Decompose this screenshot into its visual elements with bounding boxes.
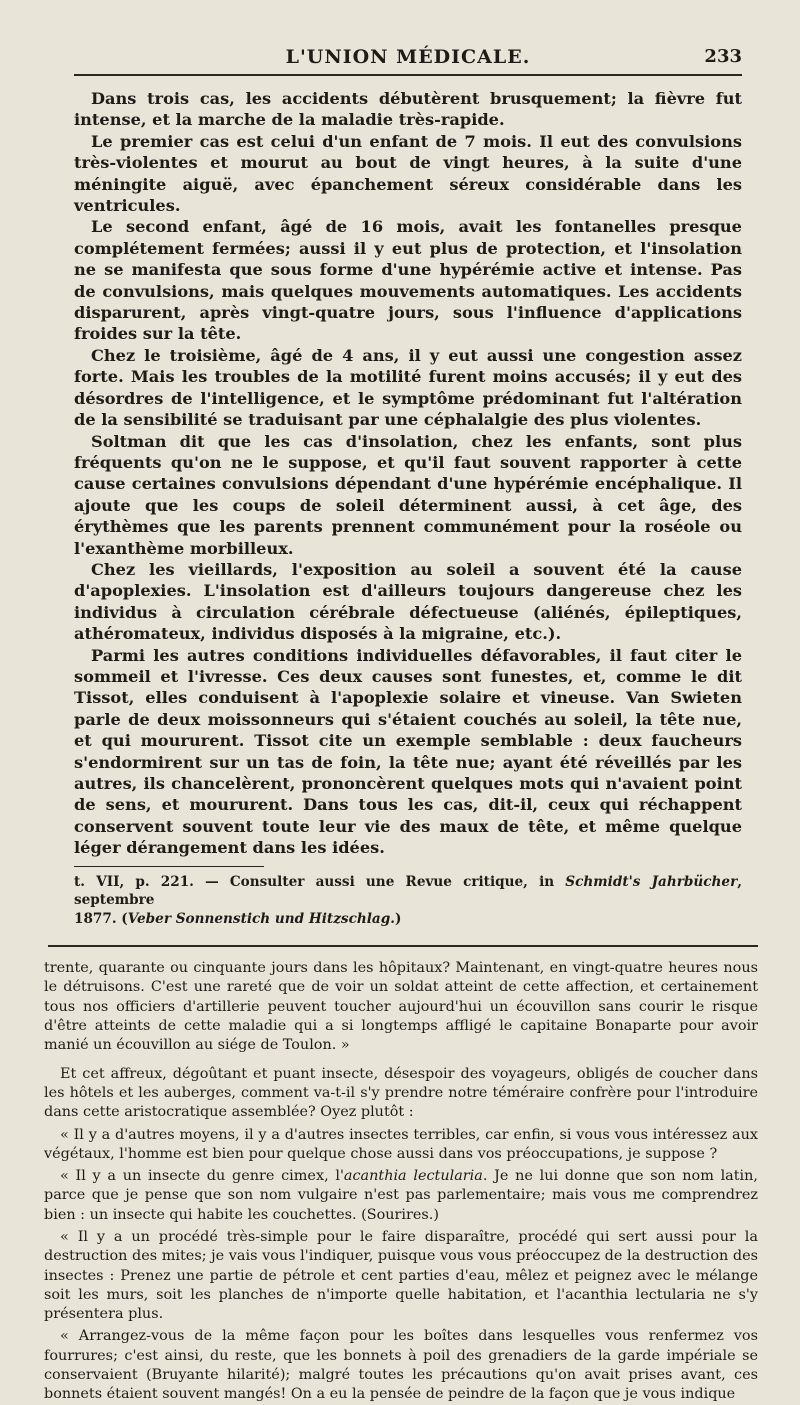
paragraph: Le second enfant, âgé de 16 mois, avait les fontanelles presque complétement fermées; aussi il y eut plus de protection, et l'insolation ne se manifesta que sous forme d'une hypérémie active et intense. Pas de convulsions, mais quelques mouvements automatiques. Les accidents disparurent, après vingt-quatre jours, sous l'influence d'applications froides sur la tête. xyxy=(74,217,742,344)
feuilleton xyxy=(44,959,758,1405)
feuilleton-paragraph: « Arrangez-vous de la même façon pour les boîtes dans lesquelles vous renfermez vos fourrures; c'est ainsi, du reste, que les bonnets à poil des grenadiers de la garde impériale se conservaient (Bruyante hilarité); malgré toutes les précautions qu'on avait prises avant, ces bonnets étaient souvent mangés! On a eu la pensée de peindre de la façon que je vous indique xyxy=(44,1328,758,1403)
paragraph: Parmi les autres conditions individuelles défavorables, il faut citer le sommeil et l'ivresse. Ces deux causes sont funestes, et, comme le dit Tissot, elles conduisent à l'apoplexie solaire et vineuse. Van Swieten parle de deux moissonneurs qui s'étaient couchés au soleil, la tête nue, et qui moururent. Tissot cite un exemple semblable : deux faucheurs s'endormirent sur un tas de foin, la tête nue; ayant été réveillés par les autres, ils chancelèrent, prononcèrent quelques mots qui n'avaient point de sens, et moururent. Dans tous les cas, dit-il, ceux qui réchappent conservent souvent toute leur vie des maux de tête, et même quelque léger dérangement dans les idées. xyxy=(74,645,742,858)
footnote-text: , septembre xyxy=(74,873,742,909)
paragraph: Soltman dit que les cas d'insolation, chez les enfants, sont plus fréquents qu'on ne le suppose, et qu'il faut souvent rapporter à cette cause certaines convulsions dépendant d'une hypérémie encéphalique. Il ajoute que les coups de soleil déterminent aussi, à cet âge, des érythèmes que les parents prennent communément pour la roséole ou l'exanthème morbilleux. xyxy=(74,431,742,558)
page-number: 233 xyxy=(704,46,742,67)
feuilleton-paragraph: Et cet affreux, dégoûtant et puant insecte, désespoir des voyageurs, obligés de coucher dans les hôtels et les auberges, comment va-t-il s'y prendre notre téméraire confrère pour l'introduire dans cette aristocratique assemblée? Oyez plutôt : xyxy=(44,1065,758,1121)
paragraph: Chez le troisième, âgé de 4 ans, il y eut aussi une congestion assez forte. Mais les troubles de la motilité furent moins accusés; il y eut des désordres de l'intelligence, et le symptôme prédominant fut l'altération de la sensibilité se traduisant par une céphalalgie des plus violentes. xyxy=(74,345,742,430)
feuilleton-text: « Il y a un insecte du genre cimex, l' xyxy=(60,1168,344,1185)
main-text xyxy=(74,88,742,859)
feuilleton-paragraph xyxy=(44,1167,758,1225)
feuilleton-separator xyxy=(48,945,758,947)
feuilleton-paragraph: « Il y a d'autres moyens, il y a d'autres insectes terribles, car enfin, si vous vous intéressez aux végétaux, l'homme est bien pour quelque chose aussi dans vos préoccupations, je suppose ? xyxy=(44,1126,758,1162)
footnote-text: 1877. ( xyxy=(74,910,128,927)
paragraph: Dans trois cas, les accidents débutèrent brusquement; la fièvre fut intense, et la marche de la maladie très-rapide. xyxy=(74,89,742,130)
footnote-text: ) xyxy=(394,910,402,927)
latin-name: acanthia lectularia xyxy=(343,1168,483,1185)
footnote-text: t. VII, p. 221. — Consulter aussi une Revue critique, in xyxy=(74,873,566,890)
feuilleton-paragraph: trente, quarante ou cinquante jours dans les hôpitaux? Maintenant, en vingt-quatre heures nous le détruisons. C'est une rareté que de voir un soldat atteint de cette affection, et certainement tous nos officiers d'artillerie peuvent toucher aujourd'hui un écouvillon sans courir le risque d'être atteints de cette maladie qui a si longtemps affligé le capitaine Bonaparte pour avoir manié un écouvillon au siége de Toulon. » xyxy=(44,960,758,1054)
feuilleton-paragraph: « Il y a un procédé très-simple pour le faire disparaître, procédé qui sert aussi pour la destruction des mites; je vais vous l'indiquer, puisque vous vous préoccupez de la destruction des insectes : Prenez une partie de pétrole et cent parties d'eau, mêlez et peignez avec le mélange soit les murs, soit les planches de n'importe quelle habitation, et l'acanthia lectularia ne s'y présentera plus. xyxy=(44,1228,758,1323)
paragraph: Chez les vieillards, l'exposition au soleil a souvent été la cause d'apoplexies. L'insolation est d'ailleurs toujours dangereuse chez les individus à circulation cérébrale défectueuse (aliénés, épileptiques, athéromateux, individus disposés à la migraine, etc.). xyxy=(74,559,742,644)
footnote-rule xyxy=(74,866,264,867)
footnote xyxy=(74,873,742,929)
feuilleton-text: . Je ne lui donne que son nom latin, parce que je pense que son nom vulgaire n'est pas parlementaire; mais vous me comprendrez bien : un insecte qui habite les couchettes. (Sourires.) xyxy=(44,1168,758,1223)
page-header xyxy=(74,40,742,76)
paragraph: Le premier cas est celui d'un enfant de 7 mois. Il eut des convulsions très-violentes et mourut au bout de vingt heures, à la suite d'une méningite aiguë, avec épanchement séreux considérable dans les ventricules. xyxy=(74,131,742,216)
footnote-title: Veber Sonnenstich und Hitzschlag. xyxy=(127,910,395,927)
footnote-journal: Schmidt's Jahrbücher xyxy=(565,873,738,890)
running-title: L'UNION MÉDICALE. xyxy=(285,46,531,68)
